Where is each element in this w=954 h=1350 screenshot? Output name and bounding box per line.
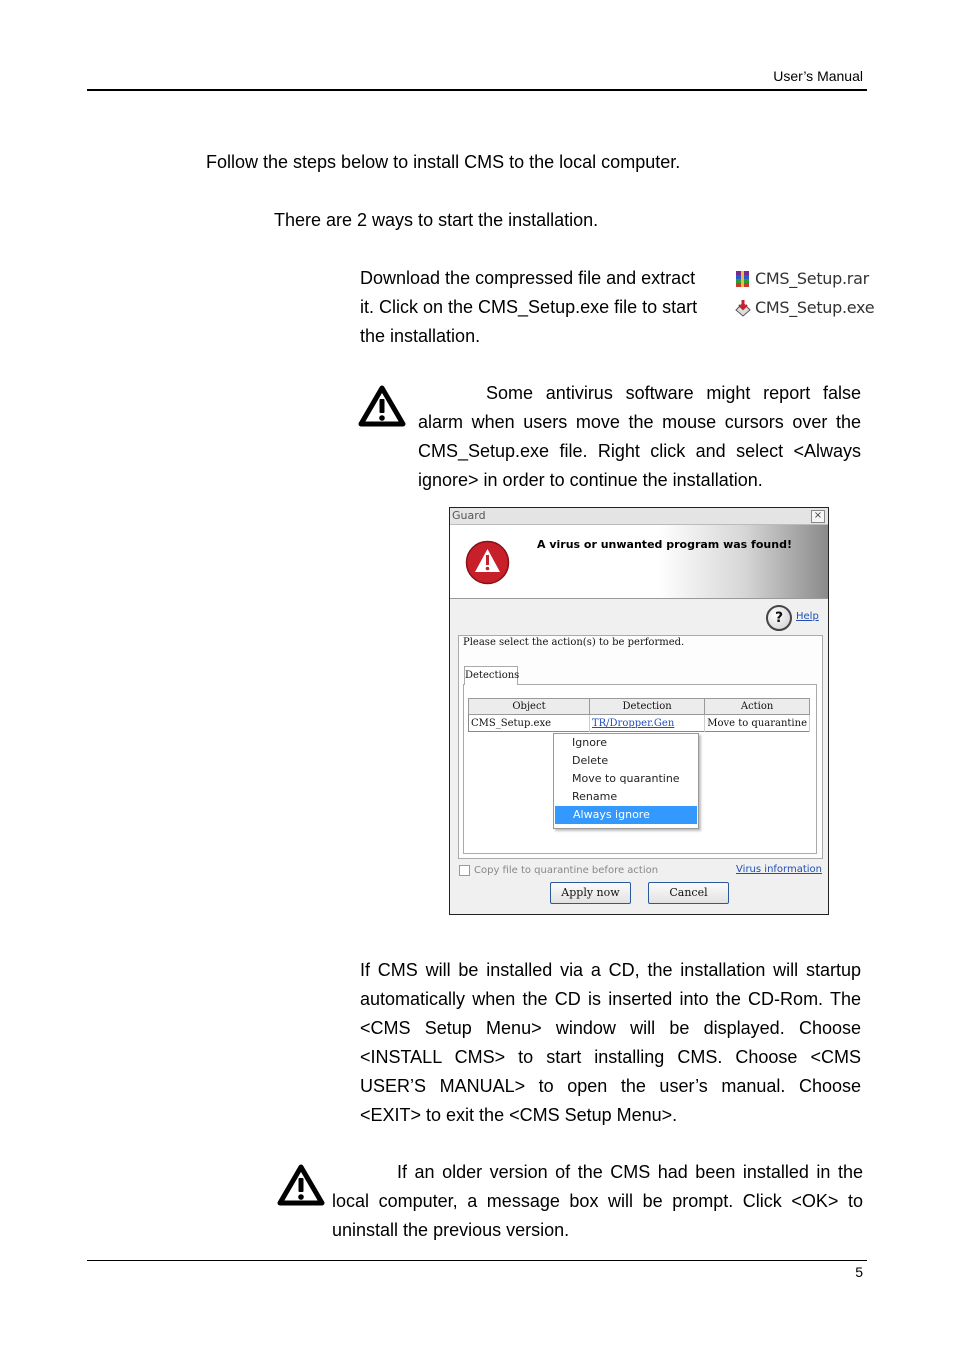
column-action[interactable]: Action xyxy=(705,699,810,715)
download-paragraph xyxy=(360,264,730,351)
dialog-titlebar xyxy=(450,508,828,525)
download-line-3: the installation. xyxy=(360,326,481,346)
menu-item-delete[interactable]: Delete xyxy=(572,754,609,767)
cancel-button[interactable]: Cancel xyxy=(648,882,729,904)
note-antivirus: Some antivirus software might report false alarm when users move the mouse cursors over the CMS_Setup.exe file. Right click and select <Always ignore> in order to continue the installation. xyxy=(418,383,861,490)
winrar-archive-icon xyxy=(734,270,752,288)
menu-item-move-to-quarantine[interactable]: Move to quarantine xyxy=(572,772,680,785)
tab-detections[interactable]: Detections xyxy=(464,666,518,685)
page-number: 5 xyxy=(855,1264,863,1280)
file-item-rar[interactable] xyxy=(734,264,874,293)
help-link[interactable]: Help xyxy=(796,611,819,622)
banner-text: A virus or unwanted program was found! xyxy=(537,538,792,551)
quarantine-checkbox[interactable] xyxy=(459,865,658,876)
detections-table xyxy=(468,698,810,732)
intro-text: Follow the steps below to install CMS to the local computer. xyxy=(206,152,681,172)
cell-detection[interactable]: TR/Dropper.Gen xyxy=(589,715,704,732)
warning-triangle-icon xyxy=(358,384,406,428)
file-name-rar: CMS_Setup.rar xyxy=(755,269,869,288)
header-title: User’s Manual xyxy=(773,68,863,84)
header-rule xyxy=(87,89,867,91)
apply-now-button[interactable]: Apply now xyxy=(550,882,631,904)
cell-object: CMS_Setup.exe xyxy=(469,715,590,732)
menu-item-ignore[interactable]: Ignore xyxy=(572,736,607,749)
warning-triangle-icon xyxy=(277,1163,325,1207)
ways-text: There are 2 ways to start the installation. xyxy=(274,210,599,230)
dialog-banner xyxy=(450,525,828,599)
file-name-exe: CMS_Setup.exe xyxy=(755,298,875,317)
context-menu xyxy=(553,733,699,829)
column-object[interactable]: Object xyxy=(469,699,590,715)
alert-icon xyxy=(465,540,510,585)
setup-exe-icon xyxy=(734,299,752,317)
virus-information-link[interactable]: Virus information xyxy=(736,864,822,875)
help-icon[interactable]: ? xyxy=(766,605,792,631)
table-header-row xyxy=(469,699,810,715)
file-list xyxy=(734,264,874,322)
close-icon[interactable]: × xyxy=(811,510,825,523)
table-row[interactable] xyxy=(469,715,810,732)
dialog-title: Guard xyxy=(452,509,486,522)
download-line-1: Download the compressed file and extract xyxy=(360,268,696,288)
download-line-2: it. Click on the CMS_Setup.exe file to start xyxy=(360,297,698,317)
column-detection[interactable]: Detection xyxy=(589,699,704,715)
menu-item-rename[interactable]: Rename xyxy=(572,790,618,803)
group-label: Please select the action(s) to be performed. xyxy=(463,637,685,648)
cell-action: Move to quarantine xyxy=(705,715,810,732)
menu-item-always-ignore[interactable]: Always ignore xyxy=(555,806,697,824)
note-older-version: If an older version of the CMS had been installed in the local computer, a message box will be prompt. Click <OK> to uninstall the previous version. xyxy=(332,1162,863,1240)
checkbox-label: Copy file to quarantine before action xyxy=(474,865,659,876)
guard-dialog xyxy=(449,507,829,915)
file-item-exe[interactable] xyxy=(734,293,874,322)
footer-rule xyxy=(87,1260,867,1261)
checkbox-box[interactable] xyxy=(459,865,470,876)
cd-install-paragraph: If CMS will be installed via a CD, the installation will startup automatically when the CD is inserted into the CD-Rom. The <CMS Setup Menu> window will be displayed. Choose <INSTALL CMS> to start installing CMS. Choose <CMS USER’S MANUAL> to open the user’s manual. Choose <EXIT> to exit the <CMS Setup Menu>. xyxy=(360,960,861,1125)
